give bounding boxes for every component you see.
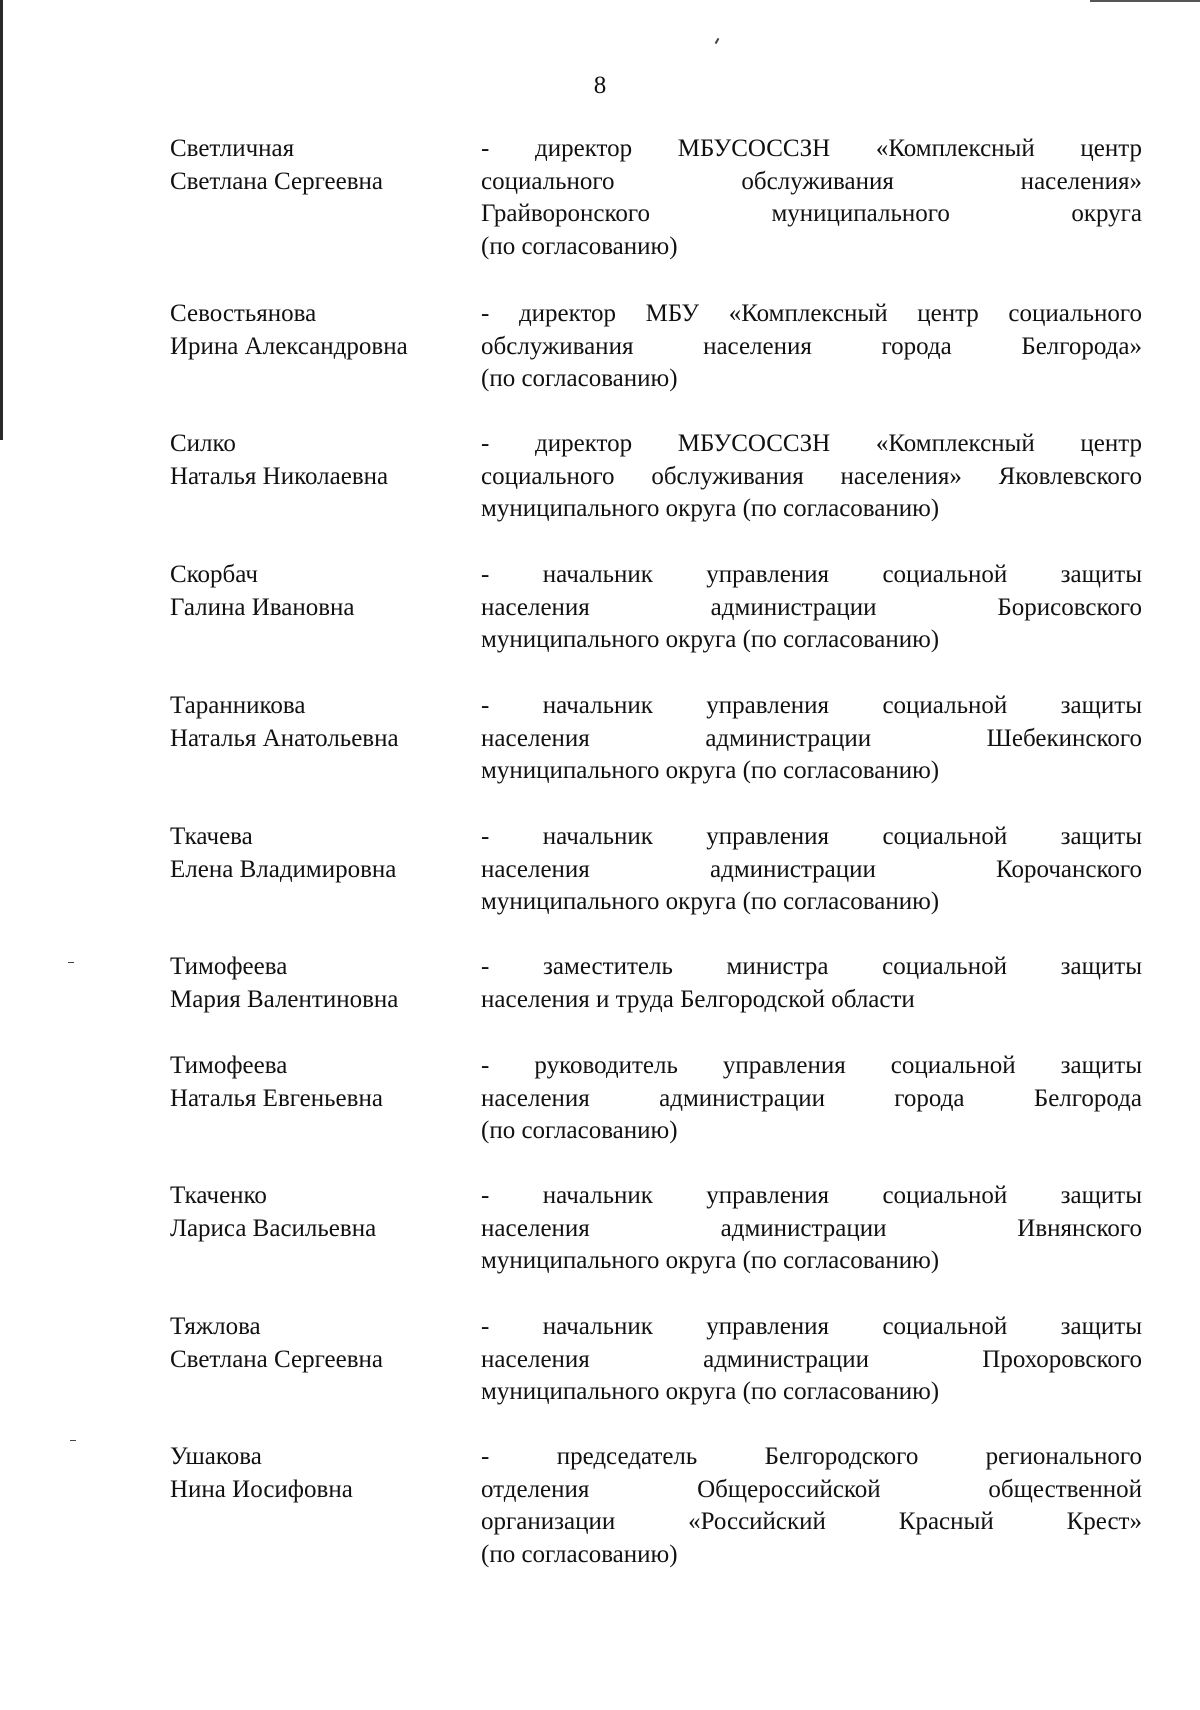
position-text-line: социального обслуживания населения» Яковлевского (481, 462, 1142, 490)
position-text-line: муниципального округа (по согласованию) (481, 1378, 940, 1405)
member-surname: Тяжлова (170, 1313, 261, 1340)
member-given-names: Ирина Александровна (170, 332, 408, 360)
member-position (481, 133, 1142, 263)
member-given-names: Галина Ивановна (170, 593, 355, 621)
scan-speck (68, 962, 74, 963)
member-given-names: Наталья Евгеньевна (170, 1084, 383, 1112)
position-text-line: населения и труда Белгородской области (481, 985, 915, 1013)
position-text-line: населения администрации города Белгорода (481, 1084, 1142, 1112)
member-surname: Ткачева (170, 823, 253, 850)
member-given-names: Светлана Сергеевна (170, 1345, 384, 1373)
member-position (481, 298, 1142, 396)
member-surname: Ушакова (170, 1443, 262, 1470)
member-surname: Тимофеева (170, 953, 288, 980)
member-surname: Светличная (170, 135, 295, 162)
position-text-line: - заместитель министра социальной защиты (481, 953, 1142, 980)
member-position (481, 1311, 1142, 1409)
position-text-line: обслуживания населения города Белгорода» (481, 332, 1142, 360)
position-text-line: населения администрации Корочанского (481, 855, 1142, 883)
member-name (170, 559, 460, 624)
page-number: 8 (593, 72, 607, 99)
member-given-names: Лариса Васильевна (170, 1214, 377, 1242)
member-name (170, 1311, 460, 1376)
member-given-names: Светлана Сергеевна (170, 167, 384, 195)
member-surname: Севостьянова (170, 300, 317, 327)
position-text-line: населения администрации Шебекинского (481, 724, 1142, 752)
member-name (170, 133, 460, 198)
position-text-line: (по согласованию) (481, 365, 678, 392)
scan-edge-mark (0, 0, 3, 440)
member-position (481, 1180, 1142, 1278)
member-surname: Силко (170, 430, 236, 457)
member-position (481, 559, 1142, 657)
position-text-line: (по согласованию) (481, 1540, 678, 1568)
member-name (170, 821, 460, 886)
member-given-names: Наталья Николаевна (170, 462, 389, 490)
position-text-line: - руководитель управления социальной защиты (481, 1052, 1142, 1079)
position-text-line: - начальник управления социальной защиты (481, 692, 1142, 719)
member-name (170, 298, 460, 363)
member-position (481, 428, 1142, 526)
member-given-names: Елена Владимировна (170, 855, 397, 883)
scan-top-mark (1090, 0, 1200, 2)
position-text-line: организации «Российский Красный Крест» (481, 1508, 1142, 1535)
member-position (481, 690, 1142, 788)
member-name (170, 1050, 460, 1115)
member-name (170, 951, 460, 1016)
position-text-line: - председатель Белгородского регионального (481, 1443, 1142, 1470)
member-surname: Скорбач (170, 561, 258, 588)
member-position (481, 951, 1142, 1016)
position-text-line: - директор МБУСОССЗН «Комплексный центр (481, 135, 1142, 162)
position-text-line: муниципального округа (по согласованию) (481, 495, 940, 522)
member-name (170, 1180, 460, 1245)
position-text-line: муниципального округа (по согласованию) (481, 757, 940, 784)
member-position (481, 1441, 1142, 1571)
position-text-line: (по согласованию) (481, 232, 678, 260)
position-text-line: - начальник управления социальной защиты (481, 1182, 1142, 1209)
position-text-line: муниципального округа (по согласованию) (481, 626, 940, 653)
position-text-line: социального обслуживания населения» (481, 167, 1142, 195)
position-text-line: - начальник управления социальной защиты (481, 561, 1142, 588)
position-text-line: - директор МБУ «Комплексный центр социального (481, 300, 1142, 327)
scan-speck (70, 1440, 76, 1441)
member-given-names: Наталья Анатольевна (170, 724, 399, 752)
position-text-line: (по согласованию) (481, 1117, 678, 1144)
member-name (170, 1441, 460, 1506)
member-surname: Ткаченко (170, 1182, 267, 1209)
position-text-line: - начальник управления социальной защиты (481, 823, 1142, 850)
member-name (170, 690, 460, 755)
position-text-line: населения администрации Борисовского (481, 593, 1142, 621)
member-position (481, 821, 1142, 919)
member-given-names: Мария Валентиновна (170, 985, 399, 1013)
position-text-line: - начальник управления социальной защиты (481, 1313, 1142, 1340)
member-position (481, 1050, 1142, 1148)
position-text-line: муниципального округа (по согласованию) (481, 1247, 940, 1274)
member-name (170, 428, 460, 493)
position-text-line: отделения Общероссийской общественной (481, 1475, 1142, 1503)
position-text-line: муниципального округа (по согласованию) (481, 888, 940, 915)
member-surname: Таранникова (170, 692, 306, 719)
member-surname: Тимофеева (170, 1052, 288, 1079)
position-text-line: населения администрации Прохоровского (481, 1345, 1142, 1373)
position-text-line: населения администрации Ивнянского (481, 1214, 1142, 1242)
scan-speck (715, 38, 720, 44)
position-text-line: - директор МБУСОССЗН «Комплексный центр (481, 430, 1142, 457)
member-given-names: Нина Иосифовна (170, 1475, 353, 1503)
position-text-line: Грайворонского муниципального округа (481, 200, 1142, 227)
